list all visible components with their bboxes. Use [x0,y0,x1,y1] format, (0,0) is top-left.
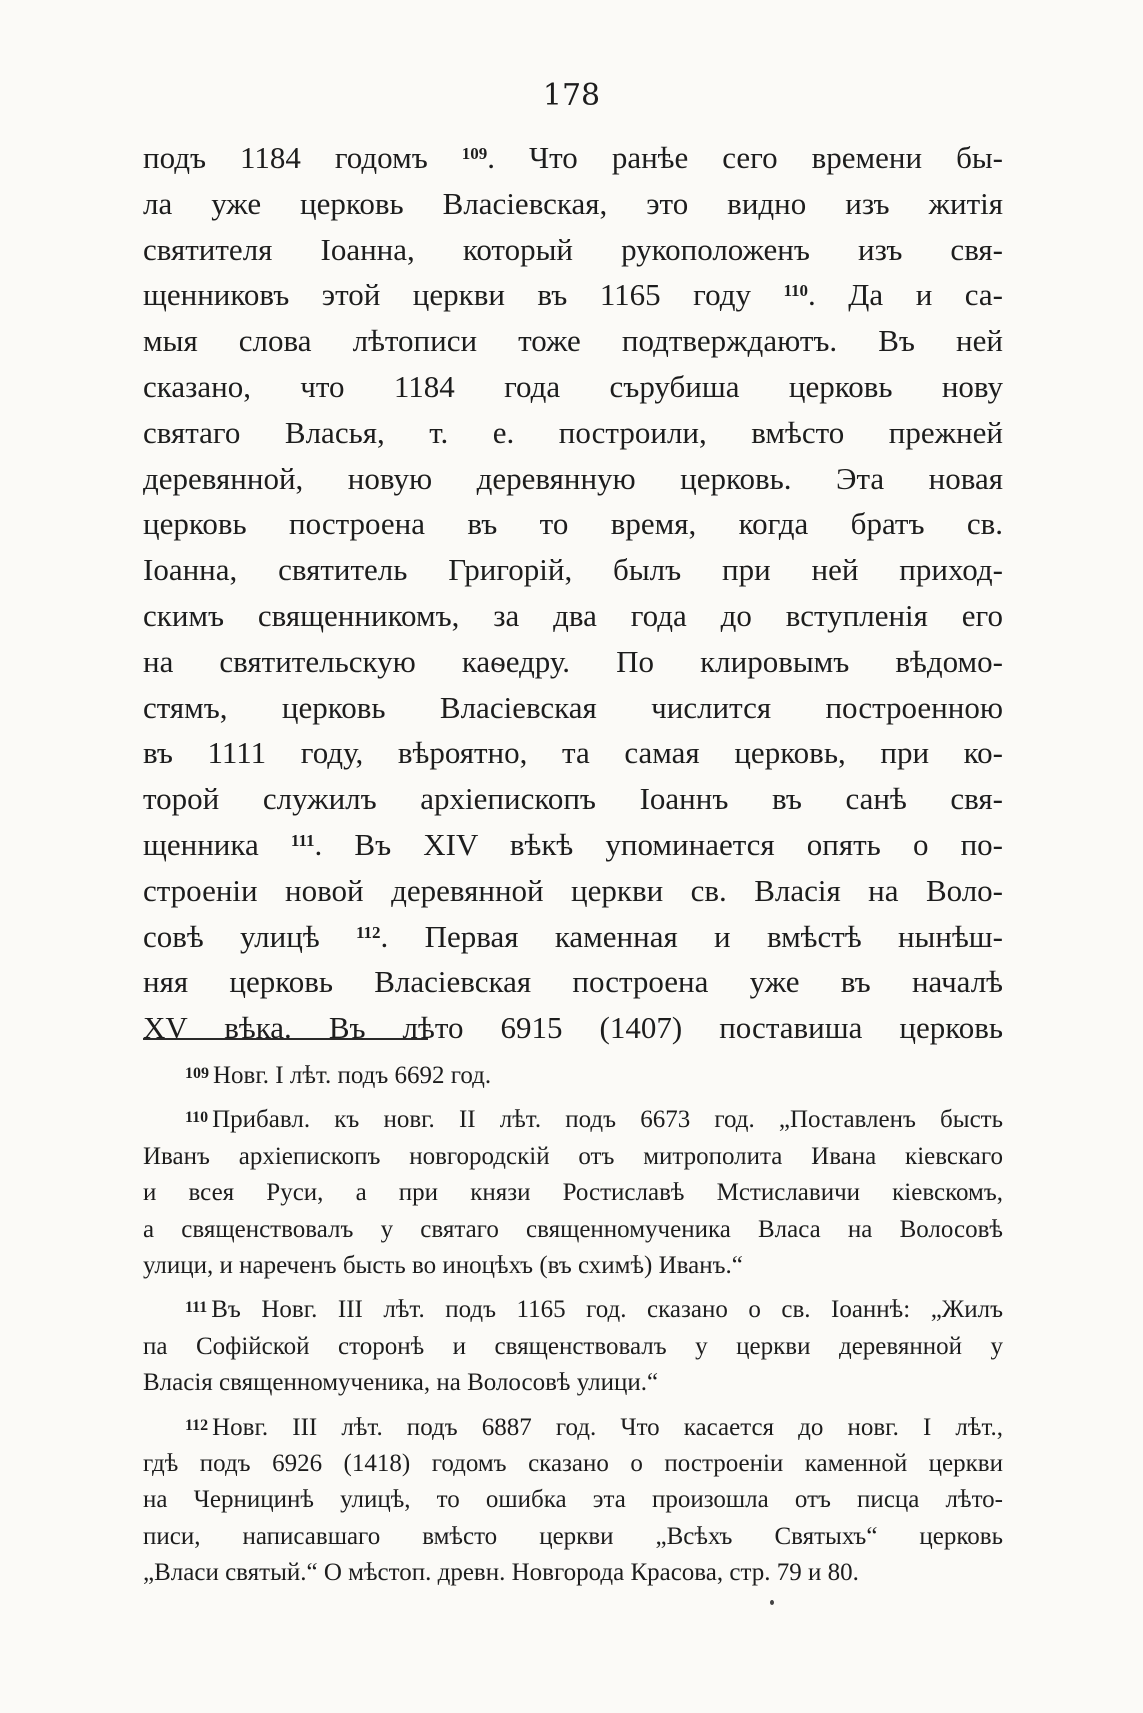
text-segment: святаго Власья, т. е. построили, вмѣсто прежней [143,414,1003,450]
text-segment: ла уже церковь Власіевская, это видно изъ житія [143,185,1003,221]
text-segment: сказано, что 1184 года сърубиша церковь нову [143,368,1003,404]
text-line [143,135,1003,181]
text-line [143,776,1003,822]
footnote-109 [143,1058,1003,1094]
text-segment: щенника [143,826,291,862]
footnote-text: Прибавл. къ новг. II лѣт. подъ 6673 год. „Поставленъ бысть [212,1106,1003,1134]
footnote-text: Новг. III лѣт. подъ 6887 год. Что касается до новг. I лѣт., [212,1413,1003,1441]
footnote-line [143,1410,1003,1446]
text-line [143,410,1003,456]
footnote-112 [143,1410,1003,1592]
footnote-text: а священствовалъ у святаго священномученика Власа на Волосовѣ [143,1215,1003,1243]
footnote-text: улици, и нареченъ бысть во иноцѣхъ (въ схимѣ) Иванъ.“ [143,1251,743,1279]
footnotes [143,1058,1003,1599]
text-segment: XV вѣка. Въ лѣто 6915 (1407) поставиша церковь [143,1010,1003,1046]
footnote-reference[interactable]: 111 [290,830,315,850]
footnote-110 [143,1102,1003,1284]
text-line [143,914,1003,960]
footnote-line [143,1555,1003,1591]
ink-speck [770,1600,774,1605]
text-segment: . Первая каменная и вмѣстѣ нынѣш- [380,918,1003,954]
footnote-text: Власія священномученика, на Волосовѣ улици.“ [143,1369,659,1397]
text-segment: святителя Іоанна, который рукоположенъ изъ свя- [143,231,1003,267]
page-number: 178 [542,78,601,113]
text-segment: . Что ранѣе сего времени бы- [487,140,1003,175]
text-segment: скимъ священникомъ, за два года до вступленія его [143,597,1003,633]
text-line [143,593,1003,639]
footnote-text: Иванъ архіепископъ новгородскій отъ митрополита Ивана кіевскаго [143,1142,1003,1170]
footnote-text: па Софійской сторонѣ и священствовалъ у церкви деревянной у [143,1332,1003,1360]
text-segment: въ 1111 году, вѣроятно, та самая церковь, при ко- [143,735,1003,771]
footnote-marker: 111 [185,1299,208,1317]
footnote-marker: 109 [185,1065,209,1082]
text-line [143,227,1003,273]
text-segment: на святительскую каѳедру. По клировымъ вѣдомо- [143,643,1003,679]
footnote-line [143,1102,1003,1138]
footnote-divider [143,1038,428,1040]
footnote-text: и всея Руси, а при князи Ростиславѣ Мстиславичи кіевскомъ, [143,1179,1003,1207]
footnote-reference[interactable]: 112 [355,922,381,942]
footnote-line [143,1212,1003,1248]
footnote-line [143,1248,1003,1284]
footnote-text: на Черницинѣ улицѣ, то ошибка эта произошла отъ писца лѣто- [143,1486,1003,1514]
main-text [143,135,1003,1051]
footnote-text: Новг. I лѣт. подъ 6692 год. [213,1062,492,1089]
footnote-text: гдѣ подъ 6926 (1418) годомъ сказано о построеніи каменной церкви [143,1449,1003,1477]
text-segment: . Въ XIV вѣкѣ упоминается опять о по- [314,826,1003,862]
footnote-line [143,1139,1003,1175]
footnote-marker: 112 [185,1416,209,1434]
footnote-line [143,1058,1003,1094]
text-line [143,181,1003,227]
text-line [143,547,1003,593]
text-line [143,272,1003,318]
footnote-text: Въ Новг. III лѣт. подъ 1165 год. сказано о св. Іоаннѣ: „Жилъ [211,1296,1003,1324]
text-segment: торой служилъ архіепископъ Іоаннъ въ санѣ свя- [143,781,1003,817]
text-line [143,639,1003,685]
text-segment: совѣ улицѣ [143,918,356,954]
footnote-line [143,1482,1003,1518]
footnote-line [143,1329,1003,1365]
text-line [143,364,1003,410]
text-line [143,685,1003,731]
footnote-111 [143,1292,1003,1401]
footnote-text: писи, написавшаго вмѣсто церкви „Всѣхъ Святыхъ“ церковь [143,1522,1003,1550]
text-line [143,730,1003,776]
footnote-marker: 110 [185,1109,209,1127]
footnote-line [143,1365,1003,1401]
text-segment: деревянной, новую деревянную церковь. Эта новая [143,460,1003,496]
text-line [143,501,1003,547]
footnote-line [143,1446,1003,1482]
footnote-reference[interactable]: 110 [783,281,809,301]
text-line [143,822,1003,868]
text-line [143,868,1003,914]
footnote-reference[interactable]: 109 [461,144,488,163]
text-segment: подъ 1184 годомъ [143,140,462,175]
text-segment: строеніи новой деревянной церкви св. Власія на Воло- [143,872,1003,908]
text-line [143,959,1003,1005]
text-segment: няя церковь Власіевская построена уже въ началѣ [143,964,1003,1000]
footnote-line [143,1519,1003,1555]
text-line [143,1005,1003,1051]
text-segment: Іоанна, святитель Григорій, былъ при ней приход- [143,552,1003,588]
text-segment: стямъ, церковь Власіевская числится построенною [143,689,1003,725]
text-segment: мыя слова лѣтописи тоже подтверждаютъ. Въ ней [143,323,1003,359]
footnote-line [143,1292,1003,1328]
text-segment: щенниковъ этой церкви въ 1165 году [143,277,784,313]
text-line [143,456,1003,502]
footnote-text: „Власи святый.“ О мѣстоп. древн. Новгорода Красова, стр. 79 и 80. [143,1559,859,1587]
text-line [143,318,1003,364]
footnote-line [143,1175,1003,1211]
text-segment: . Да и са- [808,277,1003,313]
text-segment: церковь построена въ то время, когда братъ св. [143,506,1003,542]
